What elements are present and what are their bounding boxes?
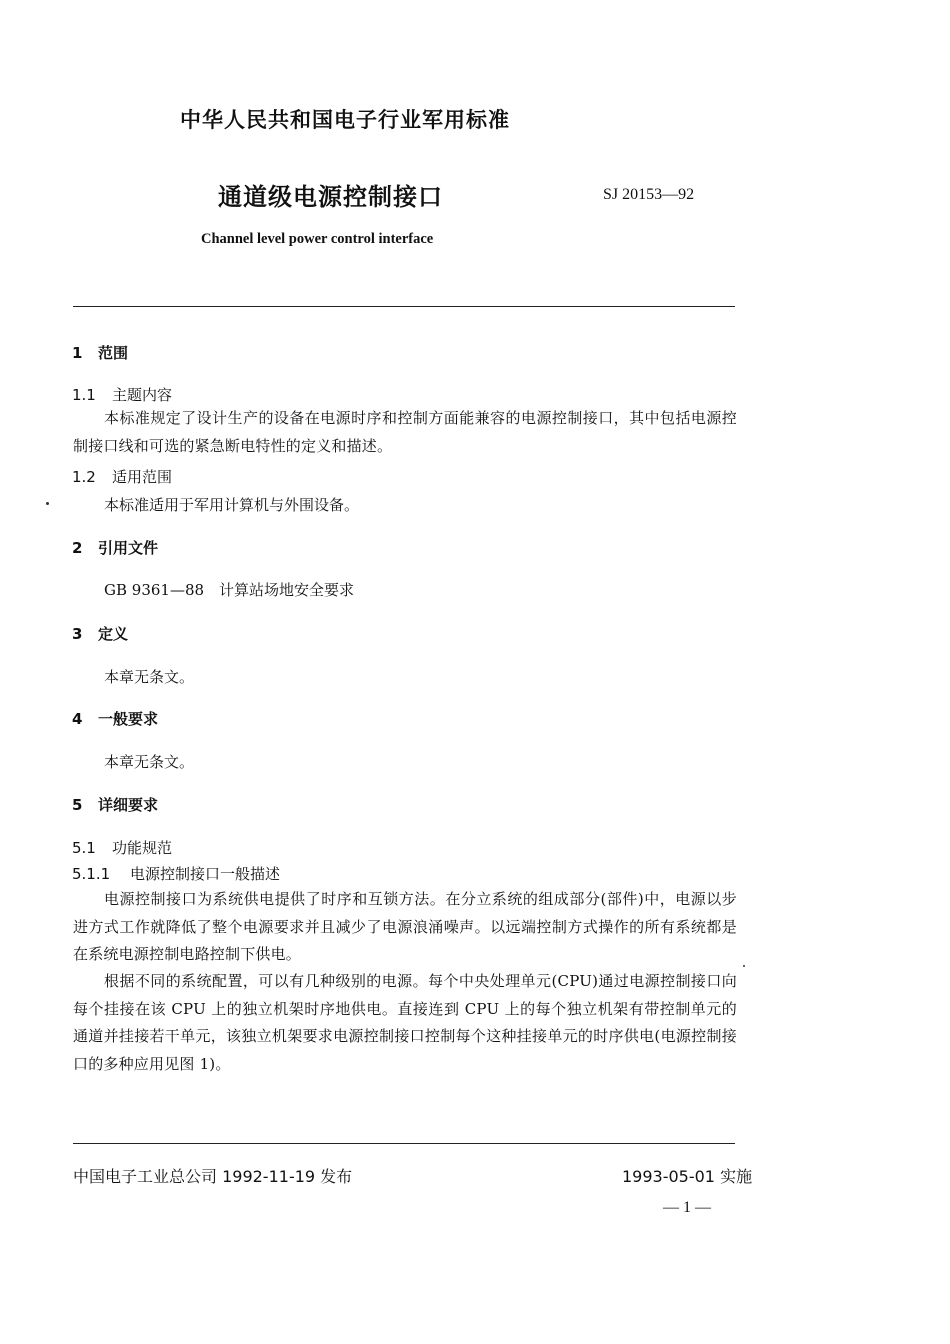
section-5-heading [72, 794, 158, 815]
section-1-2-text: 本标准适用于军用计算机与外围设备。 [104, 496, 360, 514]
paragraph-power-sequencing: 电源控制接口为系统供电提供了时序和互锁方法。在分立系统的组成部分(部件)中，电源以步进方式工作就降低了整个电源要求并且减少了电源浪涌噪声。以远端控制方式操作的所有系统都是在系统电源控制电路控制下供电。 [73, 890, 737, 963]
org-standard-heading: 中华人民共和国电子行业军用标准 [180, 108, 510, 132]
section-number: 3 [72, 625, 83, 643]
section-1-heading [72, 342, 128, 363]
section-title: 范围 [98, 344, 129, 362]
section-title: 引用文件 [98, 539, 159, 557]
scan-speck [743, 965, 745, 967]
section-5-1-heading [72, 837, 172, 858]
english-title: Channel level power control interface [201, 231, 434, 247]
effective-date: 1993-05-01 实施 [622, 1167, 753, 1186]
section-5-1-1-heading [72, 863, 280, 884]
section-title: 详细要求 [98, 796, 159, 814]
section-1-1-heading [72, 384, 172, 405]
scan-speck [46, 502, 49, 505]
bottom-divider [73, 1143, 735, 1144]
standard-code: SJ 20153—92 [603, 186, 695, 203]
section-title: 功能规范 [112, 839, 173, 857]
section-3-heading [72, 623, 128, 644]
section-title: 适用范围 [112, 468, 173, 486]
section-title: 定义 [98, 625, 129, 643]
section-number: 4 [72, 710, 83, 728]
section-number: 5.1.1 [72, 865, 111, 883]
section-title: 电源控制接口一般描述 [130, 865, 281, 883]
issuer-date: 中国电子工业总公司 1992-11-19 发布 [73, 1167, 353, 1186]
page-number: — 1 — [663, 1199, 711, 1216]
section-number: 2 [72, 539, 83, 557]
paragraph-power-levels: 根据不同的系统配置，可以有几种级别的电源。每个中央处理单元(CPU)通过电源控制接口向每个挂接在该 CPU 上的独立机架时序地供电。直接连到 CPU 上的每个独立机架有带控制单元的通道并挂接若干单元，该独立机架要求电源控制接口控制每个这种挂接单元的时序供电(电源控制接口的多种应用见图 1)。 [73, 972, 737, 1073]
reference-document: GB 9361—88 计算站场地安全要求 [104, 581, 355, 599]
section-1-1-text: 本标准规定了设计生产的设备在电源时序和控制方面能兼容的电源控制接口，其中包括电源控制接口线和可选的紧急断电特性的定义和描述。 [73, 409, 737, 455]
section-title: 一般要求 [98, 710, 159, 728]
section-number: 1 [72, 344, 83, 362]
section-number: 5.1 [72, 839, 96, 857]
section-number: 5 [72, 796, 83, 814]
section-4-heading [72, 708, 158, 729]
section-number: 1.2 [72, 468, 96, 486]
section-3-text: 本章无条文。 [104, 668, 195, 686]
document-title: 通道级电源控制接口 [218, 183, 443, 211]
section-number: 1.1 [72, 386, 96, 404]
section-4-text: 本章无条文。 [104, 753, 195, 771]
top-divider [73, 306, 735, 307]
section-1-2-heading [72, 466, 172, 487]
section-2-heading [72, 537, 158, 558]
section-title: 主题内容 [112, 386, 173, 404]
